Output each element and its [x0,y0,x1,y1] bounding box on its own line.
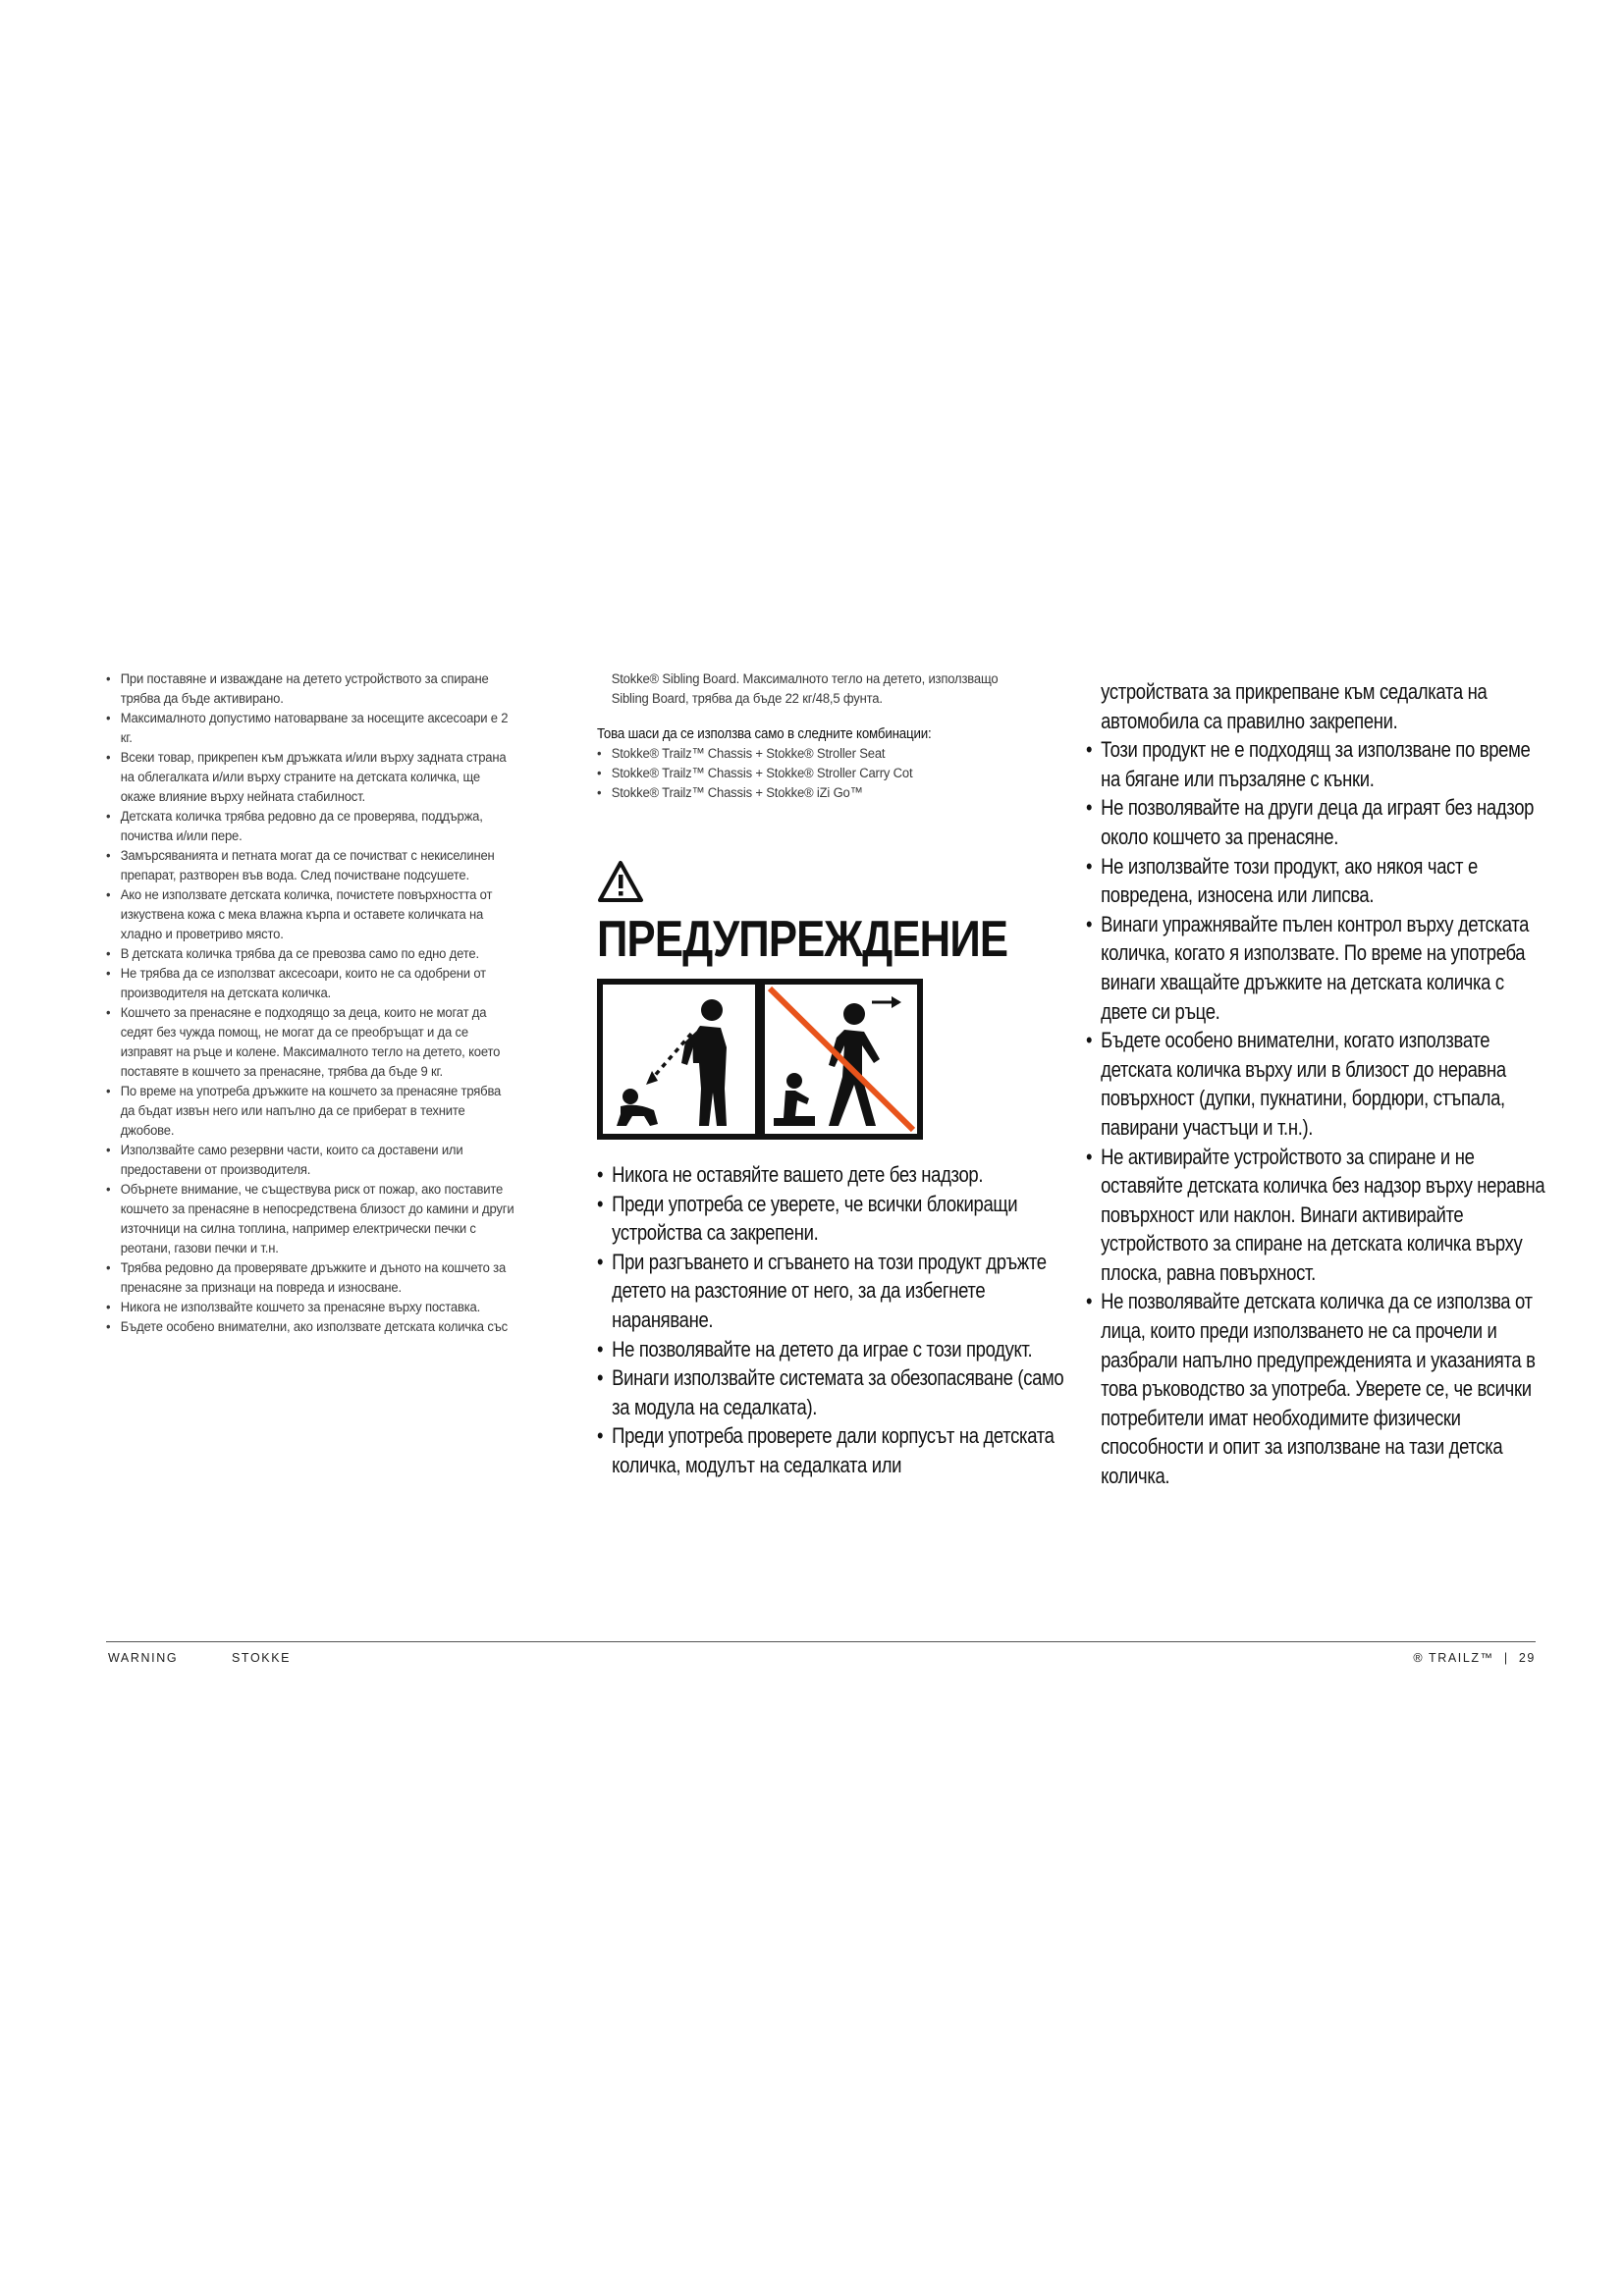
warning-item: • Този продукт не е подходящ за използване по време на бягане или пързаляне с кънки. [1086,735,1552,793]
column-middle [597,669,1064,1480]
column-left [106,669,553,1337]
safety-list-left [106,669,553,1337]
list-item: • Обърнете внимание, че съществува риск от пожар, ако поставите кошчето за пренасяне в непосредствена близост до камини и други източници на силна топлина, например електрически печки с реотани, газови печки и т.н. [106,1180,517,1258]
warning-item: • Бъдете особено внимателни, когато използвате детската количка върху или в близост до неравна повърхност (дупки, пукнатини, бордюри, стъпала, павирани участъци и т.н.). [1086,1026,1552,1142]
list-item: • Бъдете особено внимателни, ако използвате детската количка със [106,1317,517,1337]
list-item: • При поставяне и изваждане на детето устройството за спиране трябва да бъде активирано. [106,669,517,709]
combo-intro: Това шаси да се използва само в следните комбинации: [597,726,932,742]
warning-title: ПРЕДУПРЕЖДЕНИЕ [597,911,1008,968]
list-item: • По време на употреба дръжките на кошчето за пренасяне трябва да бъдат извън него или напълно да се приберат в техните джобове. [106,1082,517,1141]
warning-item: • Винаги използвайте системата за обезопасяване (само за модула на седалката). [597,1363,1073,1421]
warning-list-middle [597,1160,1064,1480]
list-item: • Използвайте само резервни части, които са доставени или предоставени от производителя. [106,1141,517,1180]
footer-divider [106,1641,1536,1642]
list-item: • Всеки товар, прикрепен към дръжката и/или върху задната страна на облегалката и/или върху страните на детската количка, ще окаже влияние върху нейната стабилност. [106,748,517,807]
list-item: • Ако не използвате детската количка, почистете повърхността от изкуствена кожа с мека влажна кърпа и оставете количката на хладно и проветриво място. [106,885,517,944]
continuation-text: Stokke® Sibling Board. Максималното тегло на детето, използващо Sibling Board, трябва да бъде 22 кг/48,5 фунта. [611,671,999,707]
list-item: • Кошчето за пренасяне е подходящо за деца, които не могат да седят без чужда помощ, не могат да се преобръщат и да се изправят на ръце и колене. Максималното тегло на детето, което поставяте в кошчето за пренасяне, трябва да бъде 9 кг. [106,1003,517,1082]
list-item: • Максималното допустимо натоварване за носещите аксесоари е 2 кг. [106,709,517,748]
warning-item: • Никога не оставяйте вашето дете без надзор. [597,1160,1073,1190]
warning-item: • Не активирайте устройството за спиране и не оставяйте детската количка без надзор върху неравна повърхност или наклон. Винаги активирайте устройството за спиране на детската количка върху плоска, равна повърхност. [1086,1143,1552,1288]
list-item: • Не трябва да се използват аксесоари, които не са одобрени от производителя на детската количка. [106,964,517,1003]
warning-item: • Не позволявайте на други деца да играят без надзор около кошчето за пренасяне. [1086,793,1552,851]
list-item: • Никога не използвайте кошчето за пренасяне върху поставка. [106,1298,517,1317]
warning-item: • Не използвайте този продукт, ако някоя част е повредена, износена или липсва. [1086,852,1552,910]
warning-item: • Не позволявайте детската количка да се използва от лица, които преди използването не са прочели и разбрали напълно предупрежденията и указанията в това ръководство за употреба. Уверете се, че всички потребители имат необходимите физически способности и опит за използване на тази детска количка. [1086,1287,1552,1490]
combo-list [597,744,1058,803]
warning-item: • Преди употреба проверете дали корпусът на детската количка, модулът на седалката или [597,1421,1073,1479]
child-supervision-pictogram [597,979,923,1140]
column-right [1086,677,1545,1491]
footer-section-label: WARNING [108,1651,179,1665]
list-item: • Детската количка трябва редовно да се проверява, поддържа, почиства и/или пере. [106,807,517,846]
list-item: • Stokke® Trailz™ Chassis + Stokke® Stroller Carry Cot [597,764,1021,783]
warning-item: • Винаги упражнявайте пълен контрол върху детската количка, когато я използвате. По време на употреба винаги хващайте дръжките на детската количка с двете си ръце. [1086,910,1552,1026]
warning-item: • Не позволявайте на детето да играе с този продукт. [597,1335,1073,1364]
list-item: • В детската количка трябва да се превозва само по едно дете. [106,944,517,964]
list-item: • Трябва редовно да проверявате дръжките и дъното на кошчето за пренасяне за признаци на повреда и износване. [106,1258,517,1298]
footer-page-number: ® TRAILZ™ | 29 [1413,1651,1536,1665]
list-item: • Stokke® Trailz™ Chassis + Stokke® iZi Go™ [597,783,1021,803]
footer-brand: STOKKE [232,1651,292,1665]
warning-item: • Преди употреба се уверете, че всички блокиращи устройства са закрепени. [597,1190,1073,1248]
list-item: • Stokke® Trailz™ Chassis + Stokke® Stroller Seat [597,744,1021,764]
warning-triangle-icon [597,860,644,903]
warning-list-right [1086,735,1545,1490]
warning-item: • При разгъването и сгъването на този продукт дръжте детето на разстояние от него, за да избегнете нараняване. [597,1248,1073,1335]
list-item: • Замърсяванията и петната могат да се почистват с некиселинен препарат, разтворен във вода. След почистване подсушете. [106,846,517,885]
continuation-text: устройствата за прикрепване към седалката на автомобила са правилно закрепени. [1101,679,1488,733]
